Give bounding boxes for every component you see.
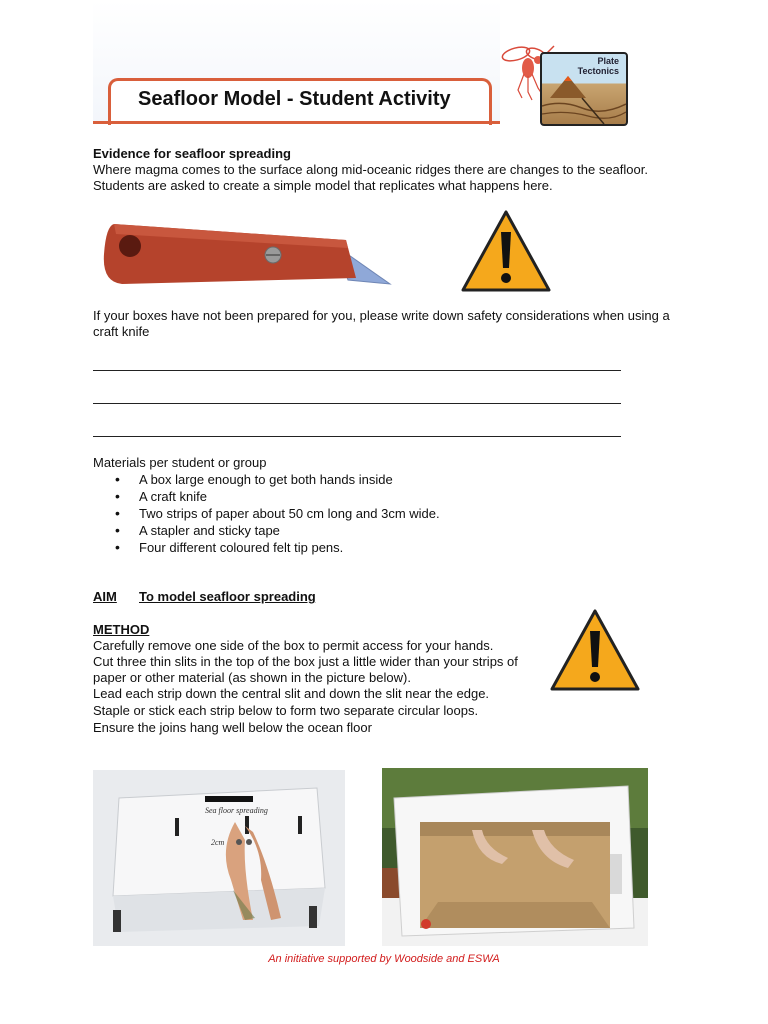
materials-list — [93, 471, 653, 556]
materials-item: • Four different coloured felt tip pens. — [93, 539, 653, 556]
evidence-line-2: Students are asked to create a simple model that replicates what happens here. — [93, 178, 553, 193]
method-line: Lead each strip down the central slit and down the slit near the edge. — [93, 686, 490, 701]
method-heading: METHOD — [93, 622, 150, 637]
method-line: Cut three thin slits in the top of the box just a little wider than your strips of — [93, 654, 518, 669]
method-line: Ensure the joins hang well below the ocean floor — [93, 720, 372, 735]
craft-knife-image — [100, 218, 392, 290]
aim-label: AIM — [93, 589, 117, 604]
box-label: Sea floor spreading — [205, 806, 268, 815]
warning-icon — [459, 208, 553, 294]
method-line: Staple or stick each strip below to form two separate circular loops. — [93, 703, 479, 718]
warning-icon — [548, 607, 642, 693]
logo-label: Plate Tectonics — [577, 56, 619, 76]
materials-item: • A stapler and sticky tape — [93, 522, 653, 539]
method-line: Carefully remove one side of the box to permit access for your hands. — [93, 638, 494, 653]
method-line: paper or other material (as shown in the picture below). — [93, 670, 411, 685]
safety-prompt-line-2: craft knife — [93, 324, 150, 339]
materials-heading: Materials per student or group — [93, 455, 267, 470]
answer-line — [93, 370, 621, 371]
measure-label: 2cm — [211, 838, 225, 847]
evidence-heading: Evidence for seafloor spreading — [93, 146, 291, 161]
title-underline — [93, 121, 500, 124]
evidence-line-1: Where magma comes to the surface along mid-oceanic ridges there are changes to the seafloor. — [93, 162, 648, 177]
aim-text: To model seafloor spreading — [139, 589, 316, 604]
box-top-photo — [93, 770, 345, 946]
safety-prompt-line-1: If your boxes have not been prepared for you, please write down safety considerations when using a — [93, 308, 670, 323]
materials-item: • A craft knife — [93, 488, 653, 505]
footer-note: An initiative supported by Woodside and ESWA — [268, 953, 500, 965]
materials-item: • A box large enough to get both hands inside — [93, 471, 653, 488]
answer-line — [93, 403, 621, 404]
page-title: Seafloor Model - Student Activity — [138, 88, 451, 110]
answer-line — [93, 436, 621, 437]
open-box-photo — [382, 768, 648, 946]
materials-item: • Two strips of paper about 50 cm long and 3cm wide. — [93, 505, 653, 522]
